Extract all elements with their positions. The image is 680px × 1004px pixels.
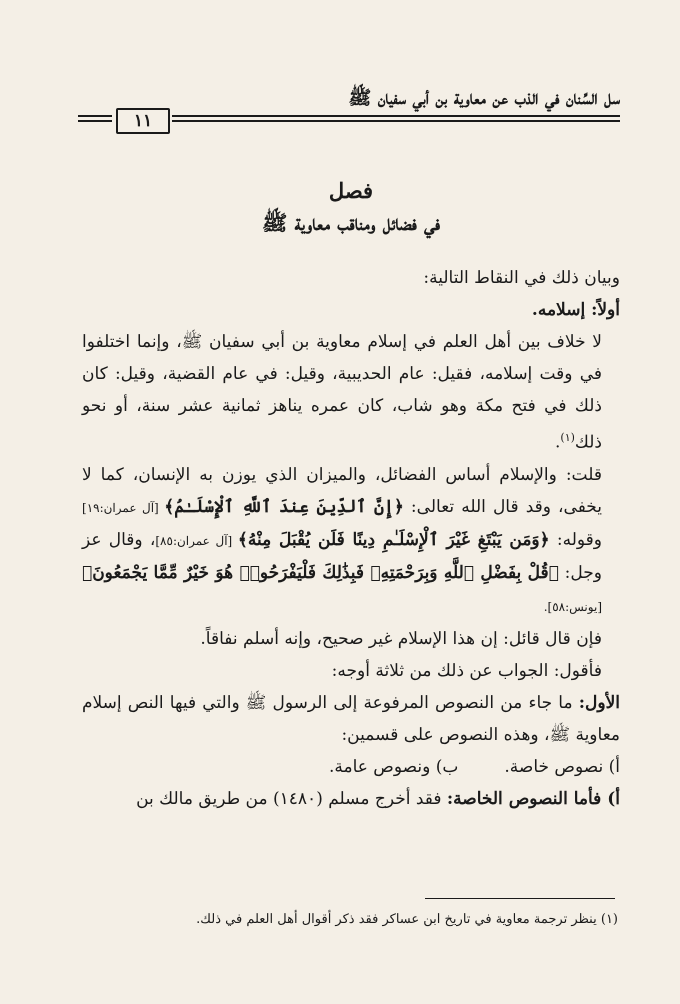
paragraph <box>82 783 620 815</box>
header-rule <box>172 115 620 117</box>
paragraph-intro: وبيان ذلك في النقاط التالية: <box>423 268 620 288</box>
paragraph-text: لا خلاف بين أهل العلم في إسلام معاوية بن أبي سفيان ﷺ، وإنما اختلفوا في وقت إسلامه، فقيل: عام الحديبية، وقيل: في عام القضية، وقيل: كان ذلك في فتح مكة وهو شاب، كان عمره يناهز ثمانية عشر سنة، أو نحو ذلك <box>82 332 603 453</box>
section-subtitle: في فضائل ومناقب معاوية ﷺ <box>261 210 441 235</box>
quran-verse: ﴿إِنَّ ٱلدِّينَ عِندَ ٱللَّهِ ٱلْإِسْلَـٰمُ﴾ <box>164 496 404 517</box>
paragraph-text: قلت: والإسلام أساس الفضائل، والميزان الذي يوزن به الإنسان، كما لا يخفى، وقد قال الله تعالى: <box>82 464 603 517</box>
page-body <box>82 176 620 815</box>
list-item: ب) ونصوص عامة. <box>328 756 459 777</box>
paragraph <box>82 326 620 459</box>
quran-verse: ﴿قُلْ بِفَضْلِ ٱللَّهِ وَبِرَحْمَتِهِۦ فَبِذَٰلِكَ فَلْيَفْرَحُوا۟ هُوَ خَيْرٌ مِّمَّا يَجْمَعُونَ﴾ <box>82 562 559 583</box>
verse-citation: [آل عمران:٨٥] <box>155 533 238 548</box>
verse-citation: [يونس:٥٨]. <box>543 599 602 614</box>
paragraph-text: ، وقال عز وجل: <box>82 529 602 583</box>
list-item: أ) نصوص خاصة. <box>504 756 620 777</box>
paragraph-text: . <box>555 432 561 453</box>
section-title: فصل <box>328 178 374 203</box>
page-number: ١١ <box>116 108 170 134</box>
footnote-marker[interactable]: (١) <box>560 431 575 444</box>
header-rule <box>172 120 620 122</box>
paragraph-text: وقوله: <box>549 529 602 550</box>
paragraph-text: ما جاء من النصوص المرفوعة إلى الرسول ﷺ والتي فيها النص إسلام معاوية ﷺ، وهذه النصوص على قسمين: <box>82 692 620 745</box>
footnote-rule <box>425 898 615 899</box>
verse-citation: [آل عمران:١٩] <box>82 500 165 515</box>
header-rule <box>78 115 112 117</box>
footnote: (١) ينظر ترجمة معاوية في تاريخ ابن عساكر فقد ذكر أقوال أهل العلم في ذلك. <box>196 912 618 927</box>
header-title: سل السِّنان في الذب عن معاوية بن أبي سفيان ﷺ <box>348 87 620 109</box>
paragraph: فإن قال قائل: إن هذا الإسلام غير صحيح، وإنه أسلم نفاقاً. <box>200 628 602 649</box>
point-label: أ) فأما النصوص الخاصة: <box>446 788 620 809</box>
point-label: الأول: <box>578 692 620 713</box>
point-heading: أولاً: إسلامه. <box>531 300 620 320</box>
quran-verse: ﴿وَمَن يَبْتَغِ غَيْرَ ٱلْإِسْلَـٰمِ دِينًا فَلَن يُقْبَلَ مِنْهُ﴾ <box>237 529 550 550</box>
paragraph <box>82 687 620 751</box>
header-rule <box>78 120 112 122</box>
running-header <box>78 82 620 131</box>
paragraph <box>82 459 620 623</box>
paragraph-text: فقد أخرج مسلم (١٤٨٠) من طريق مالك بن <box>136 788 447 809</box>
paragraph: فأقول: الجواب عن ذلك من ثلاثة أوجه: <box>331 660 602 681</box>
list-line <box>82 751 620 783</box>
